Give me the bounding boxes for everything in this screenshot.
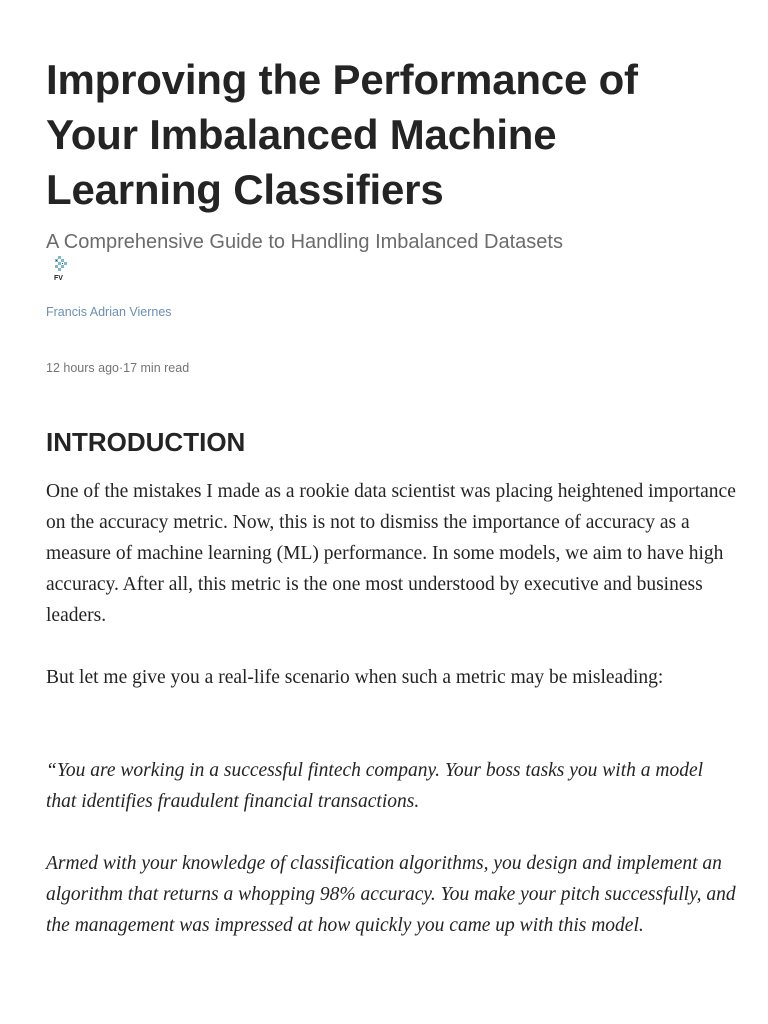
quote-paragraph-2: Armed with your knowledge of classification algorithms, you design and implement an algorithm that returns a whopping 98% accuracy. You make your pitch successfully, and the management was impressed at how quickly you came up with this model. — [46, 853, 736, 936]
paragraph-1: One of the mistakes I made as a rookie data scientist was placing heightened importance on the accuracy metric. Now, this is not to dismiss the importance of accuracy as a measure of machine learning (ML) performance. In some models, we aim to have high accuracy. After all, this metric is the one most understood by executive and business leaders. — [46, 481, 736, 626]
article-title: Improving the Performance of Your Imbalanced Machine Learning Classifiers — [46, 56, 638, 213]
section-heading-introduction: INTRODUCTION — [46, 427, 246, 457]
paragraph-2: But let me give you a real-life scenario when such a metric may be misleading: — [46, 667, 664, 688]
author-avatar[interactable] — [50, 254, 72, 282]
article-subtitle: A Comprehensive Guide to Handling Imbalanced Datasets — [46, 231, 563, 253]
article-meta: 12 hours ago·17 min read — [46, 361, 190, 375]
avatar-initials: FV — [54, 275, 63, 282]
quote-paragraph-1: “You are working in a successful fintech company. Your boss tasks you with a model that identifies fraudulent financial transactions. — [46, 760, 704, 812]
author-name-link[interactable]: Francis Adrian Viernes — [46, 305, 172, 319]
author-avatar-logo-icon — [50, 254, 72, 282]
